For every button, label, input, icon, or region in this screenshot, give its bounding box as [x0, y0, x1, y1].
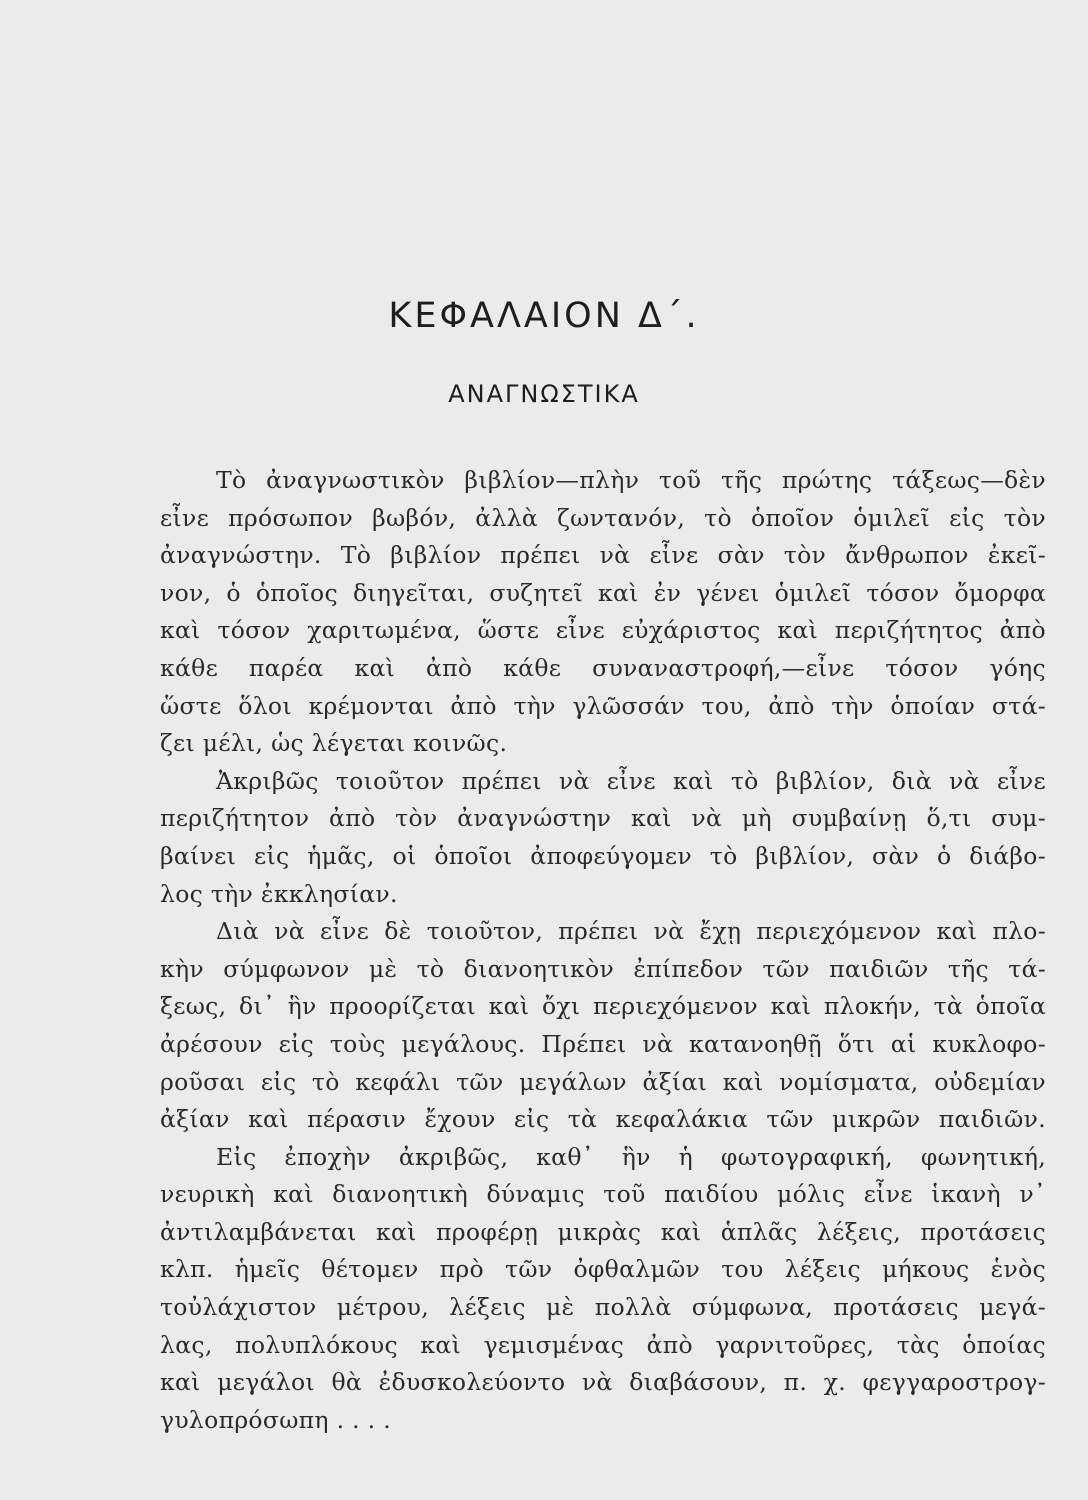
text-line: λος τὴν ἐκκλησίαν.	[160, 879, 398, 908]
paragraph-4	[160, 1139, 1046, 1440]
text-line: ξεως, δι᾽ ἣν προορίζεται καὶ ὄχι περιεχόμενον καὶ πλοκήν, τὰ ὁποῖα	[160, 992, 1046, 1021]
text-line: περιζήτητον ἀπὸ τὸν ἀναγνώστην καὶ νὰ μὴ συμβαίνῃ ὅ,τι συμ-	[160, 804, 1046, 833]
text-line: καὶ μεγάλοι θὰ ἐδυσκολεύοντο νὰ διαβάσουν, π. χ. φεγγαροστρογ-	[160, 1368, 1046, 1397]
text-line: γυλοπρόσωπη . . . .	[160, 1405, 391, 1434]
text-line: κάθε παρέα καὶ ἀπὸ κάθε συναναστροφή,—εἶνε τόσον γόης	[160, 653, 1046, 682]
text-line: Εἰς ἐποχὴν ἀκριβῶς, καθ᾽ ἣν ἡ φωτογραφική, φωνητική,	[216, 1142, 1046, 1171]
text-line: λας, πολυπλόκους καὶ γεμισμένας ἀπὸ γαρνιτοῦρες, τὰς ὁποίας	[160, 1330, 1046, 1359]
text-line: καὶ τόσον χαριτωμένα, ὥστε εἶνε εὐχάριστος καὶ περιζήτητος ἀπὸ	[160, 616, 1046, 645]
text-line: νον, ὁ ὁποῖος διηγεῖται, συζητεῖ καὶ ἐν γένει ὁμιλεῖ τόσον ὄμορφα	[160, 578, 1046, 607]
chapter-title: ΚΕΦΑΛΑΙΟΝ Δ΄.	[388, 296, 700, 336]
text-line: Διὰ νὰ εἶνε δὲ τοιοῦτον, πρέπει νὰ ἔχῃ περιεχόμενον καὶ πλο-	[216, 917, 1046, 946]
text-line: κὴν σύμφωνον μὲ τὸ διανοητικὸν ἐπίπεδον τῶν παιδιῶν τῆς τά-	[160, 954, 1046, 983]
text-line: Τὸ ἀναγνωστικὸν βιβλίον—πλὴν τοῦ τῆς πρώτης τάξεως—δὲν	[216, 466, 1046, 494]
text-line: ροῦσαι εἰς τὸ κεφάλι τῶν μεγάλων ἀξίαι καὶ νομίσματα, οὐδεμίαν	[160, 1067, 1046, 1096]
text-line: εἶνε πρόσωπον βωβόν, ἀλλὰ ζωντανόν, τὸ ὁποῖον ὁμιλεῖ εἰς τὸν	[160, 503, 1046, 532]
text-line: βαίνει εἰς ἡμᾶς, οἱ ὁποῖοι ἀποφεύγομεν τὸ βιβλίον, σὰν ὁ διάβο-	[160, 841, 1046, 870]
text-line: τοὐλάχιστον μέτρου, λέξεις μὲ πολλὰ σύμφωνα, προτάσεις μεγά-	[160, 1293, 1046, 1322]
text-line: ἀναγνώστην. Τὸ βιβλίον πρέπει νὰ εἶνε σὰν τὸν ἄνθρωπον ἐκεῖ-	[160, 541, 1046, 570]
text-line: ὥστε ὅλοι κρέμονται ἀπὸ τὴν γλῶσσάν του, ἀπὸ τὴν ὁποίαν στά-	[160, 691, 1046, 720]
paragraph-2	[160, 763, 1046, 913]
text-line: ἀρέσουν εἰς τοὺς μεγάλους. Πρέπει νὰ κατανοηθῇ ὅτι αἱ κυκλοφο-	[160, 1029, 1046, 1058]
text-line: ἀντιλαμβάνεται καὶ προφέρῃ μικρὰς καὶ ἁπλᾶς λέξεις, προτάσεις	[160, 1217, 1046, 1246]
paragraph-3	[160, 913, 1046, 1139]
text-line: ζει μέλι, ὡς λέγεται κοινῶς.	[160, 729, 508, 758]
text-line: Ἀκριβῶς τοιοῦτον πρέπει νὰ εἶνε καὶ τὸ βιβλίον, διὰ νὰ εἶνε	[216, 766, 1046, 795]
body-text	[160, 462, 1046, 1439]
text-line: κλπ. ἡμεῖς θέτομεν πρὸ τῶν ὀφθαλμῶν του λέξεις μήκους ἑνὸς	[160, 1255, 1046, 1284]
text-line: ἀξίαν καὶ πέρασιν ἔχουν εἰς τὰ κεφαλάκια τῶν μικρῶν παιδιῶν.	[160, 1105, 1046, 1134]
paragraph-1	[160, 462, 1046, 763]
section-title: ΑΝΑΓΝΩΣΤΙΚΑ	[448, 380, 640, 408]
text-line: νευρικὴ καὶ διανοητικὴ δύναμις τοῦ παιδίου μόλις εἶνε ἱκανὴ ν᾽	[160, 1180, 1046, 1209]
